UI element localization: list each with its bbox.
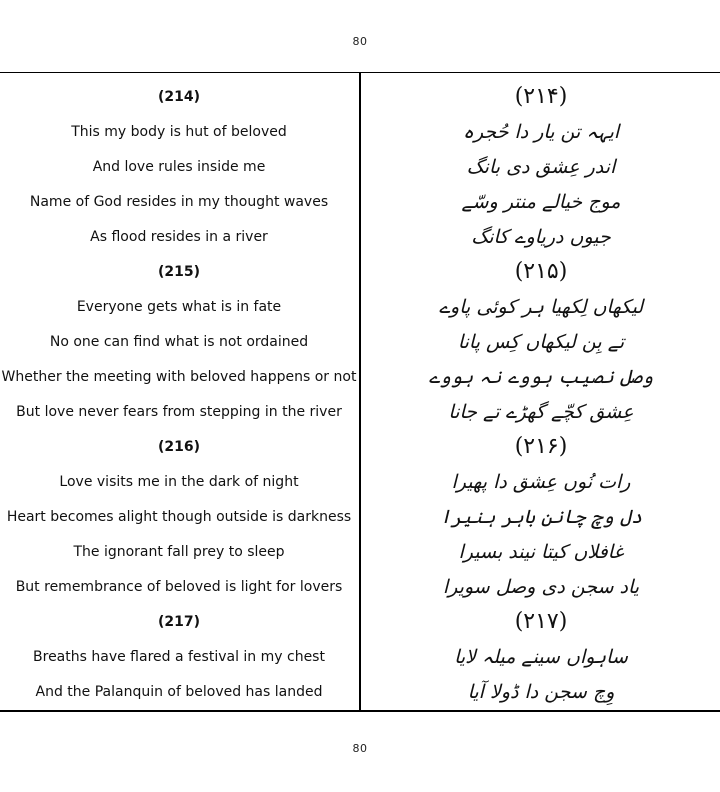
english-verse-number: (214) [157, 88, 201, 105]
punjabi-verse-line: ایہہ تن یار دا حُجرہ [462, 120, 620, 143]
english-verse-line: Everyone gets what is in fate [76, 298, 282, 315]
english-column [0, 79, 358, 709]
english-verse-line: Name of God resides in my thought waves [29, 193, 329, 210]
punjabi-verse-line: وِچ سجن دا ڈولا آیا [467, 680, 615, 703]
punjabi-verse-line: یاد سجن دی وصل سویرا [442, 575, 640, 598]
punjabi-verse-number: (۲۱۵) [514, 259, 568, 284]
page-number-top: 80 [352, 35, 368, 48]
punjabi-column [362, 79, 720, 709]
english-verse-line: But remembrance of beloved is light for lovers [15, 578, 343, 595]
punjabi-verse-number: (۲۱۴) [514, 84, 568, 109]
punjabi-verse-line: رات نُوں عِشق دا پھیرا [451, 470, 631, 493]
english-verse-line: But love never fears from stepping in the river [16, 403, 342, 420]
punjabi-verse-line: عِشق کچّے گھڑے تے جانا [448, 400, 634, 423]
english-verse-line: As flood resides in a river [90, 228, 268, 245]
punjabi-verse-line: تے بِن لیکھاں کِس پانا [457, 330, 625, 353]
punjabi-verse-line: غافلاں کیتا نیند بسیرا [458, 540, 624, 563]
english-verse-line: Love visits me in the dark of night [59, 473, 299, 490]
english-verse-line: Breaths have flared a festival in my chest [33, 648, 325, 665]
english-verse-number: (216) [157, 438, 201, 455]
english-verse-line: Whether the meeting with beloved happens or not [1, 368, 357, 385]
punjabi-verse-line: وصل نصیب ہووے نہ ہووے [428, 365, 654, 388]
english-verse-number: (217) [157, 613, 201, 630]
page-number-bottom: 80 [352, 742, 368, 755]
punjabi-verse-number: (۲۱۶) [514, 434, 568, 459]
english-verse-line: And the Palanquin of beloved has landed [35, 683, 323, 700]
english-verse-line: No one can find what is not ordained [49, 333, 309, 350]
verse-table [0, 72, 720, 712]
punjabi-verse-line: ساہواں سینے میلہ لایا [454, 645, 628, 668]
punjabi-verse-line: جیوں دریاوے کانگ [471, 225, 611, 248]
english-verse-number: (215) [157, 263, 201, 280]
english-verse-line: Heart becomes alight though outside is darkness [6, 508, 352, 525]
punjabi-verse-line: موج خیالے منتر وسّے [461, 190, 621, 213]
english-verse-line: And love rules inside me [92, 158, 266, 175]
punjabi-verse-line: اندر عِشق دی بانگ [466, 155, 616, 178]
punjabi-verse-number: (۲۱۷) [514, 609, 568, 634]
english-verse-line: This my body is hut of beloved [71, 123, 287, 140]
punjabi-verse-line: دل وچ چانن باہر ہنیرا [439, 505, 643, 528]
punjabi-verse-line: لیکھاں لِکھیا ہر کوئی پاوے [438, 295, 644, 318]
column-divider [359, 73, 361, 710]
english-verse-line: The ignorant fall prey to sleep [73, 543, 285, 560]
